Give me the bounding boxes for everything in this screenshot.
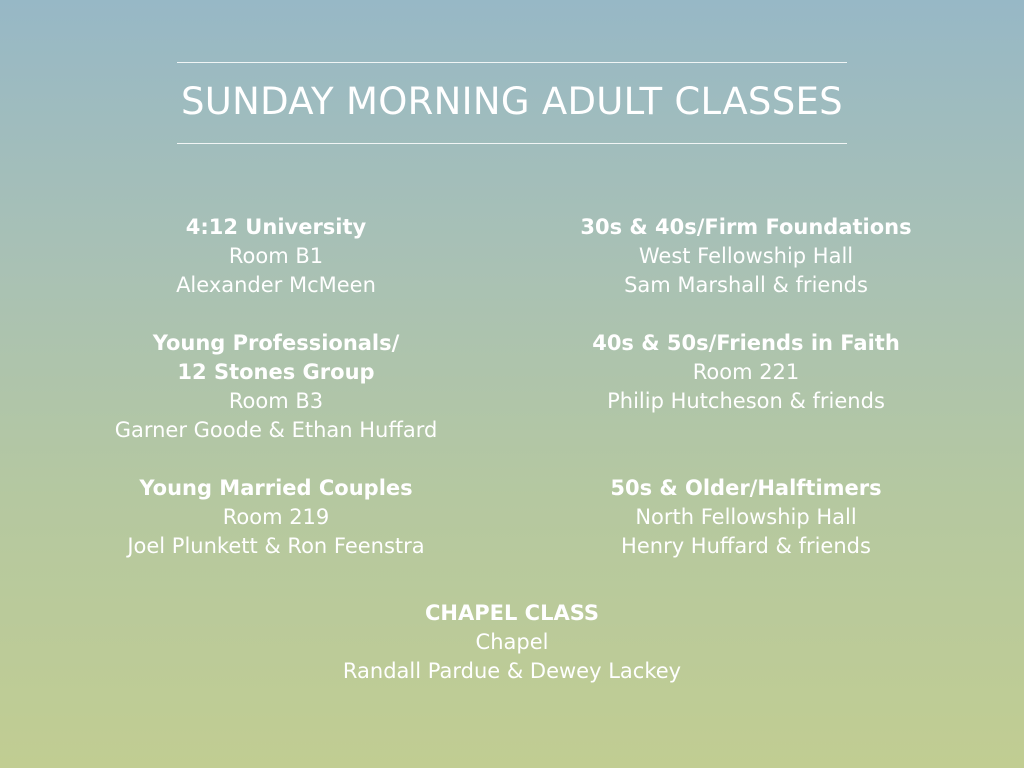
class-block-4-12-university — [66, 213, 486, 300]
class-name: Young Married Couples — [139, 476, 413, 500]
class-name: 4:12 University — [185, 215, 367, 239]
class-leaders: Henry Huffard & friends — [621, 534, 871, 558]
class-leaders: Garner Goode & Ethan Huffard — [114, 418, 438, 442]
title-bottom-rule — [177, 143, 847, 144]
class-name: Young Professionals/ — [152, 331, 400, 355]
class-name: CHAPEL CLASS — [424, 601, 600, 625]
class-name: 30s & 40s/Firm Foundations — [580, 215, 912, 239]
class-name: 50s & Older/Halftimers — [610, 476, 882, 500]
class-block-halftimers — [536, 474, 956, 561]
class-block-firm-foundations — [536, 213, 956, 300]
class-block-young-professionals — [66, 329, 486, 445]
class-block-young-married-couples — [66, 474, 486, 561]
class-leaders: Alexander McMeen — [176, 273, 376, 297]
class-name: 40s & 50s/Friends in Faith — [592, 331, 900, 355]
class-leaders: Joel Plunkett & Ron Feenstra — [127, 534, 425, 558]
class-block-friends-in-faith — [536, 329, 956, 416]
class-room: North Fellowship Hall — [635, 505, 857, 529]
class-leaders: Philip Hutcheson & friends — [607, 389, 885, 413]
class-room: Room B3 — [228, 389, 324, 413]
class-room: Room B1 — [228, 244, 324, 268]
class-leaders: Randall Pardue & Dewey Lackey — [342, 659, 682, 683]
class-room: Room 219 — [222, 505, 330, 529]
class-room: Room 221 — [692, 360, 800, 384]
class-name-line-2: 12 Stones Group — [177, 360, 375, 384]
class-block-chapel-class — [262, 599, 762, 686]
class-leaders: Sam Marshall & friends — [624, 273, 868, 297]
class-room: West Fellowship Hall — [638, 244, 854, 268]
page-title: SUNDAY MORNING ADULT CLASSES — [181, 80, 843, 123]
title-top-rule — [177, 62, 847, 63]
class-room: Chapel — [475, 630, 549, 654]
